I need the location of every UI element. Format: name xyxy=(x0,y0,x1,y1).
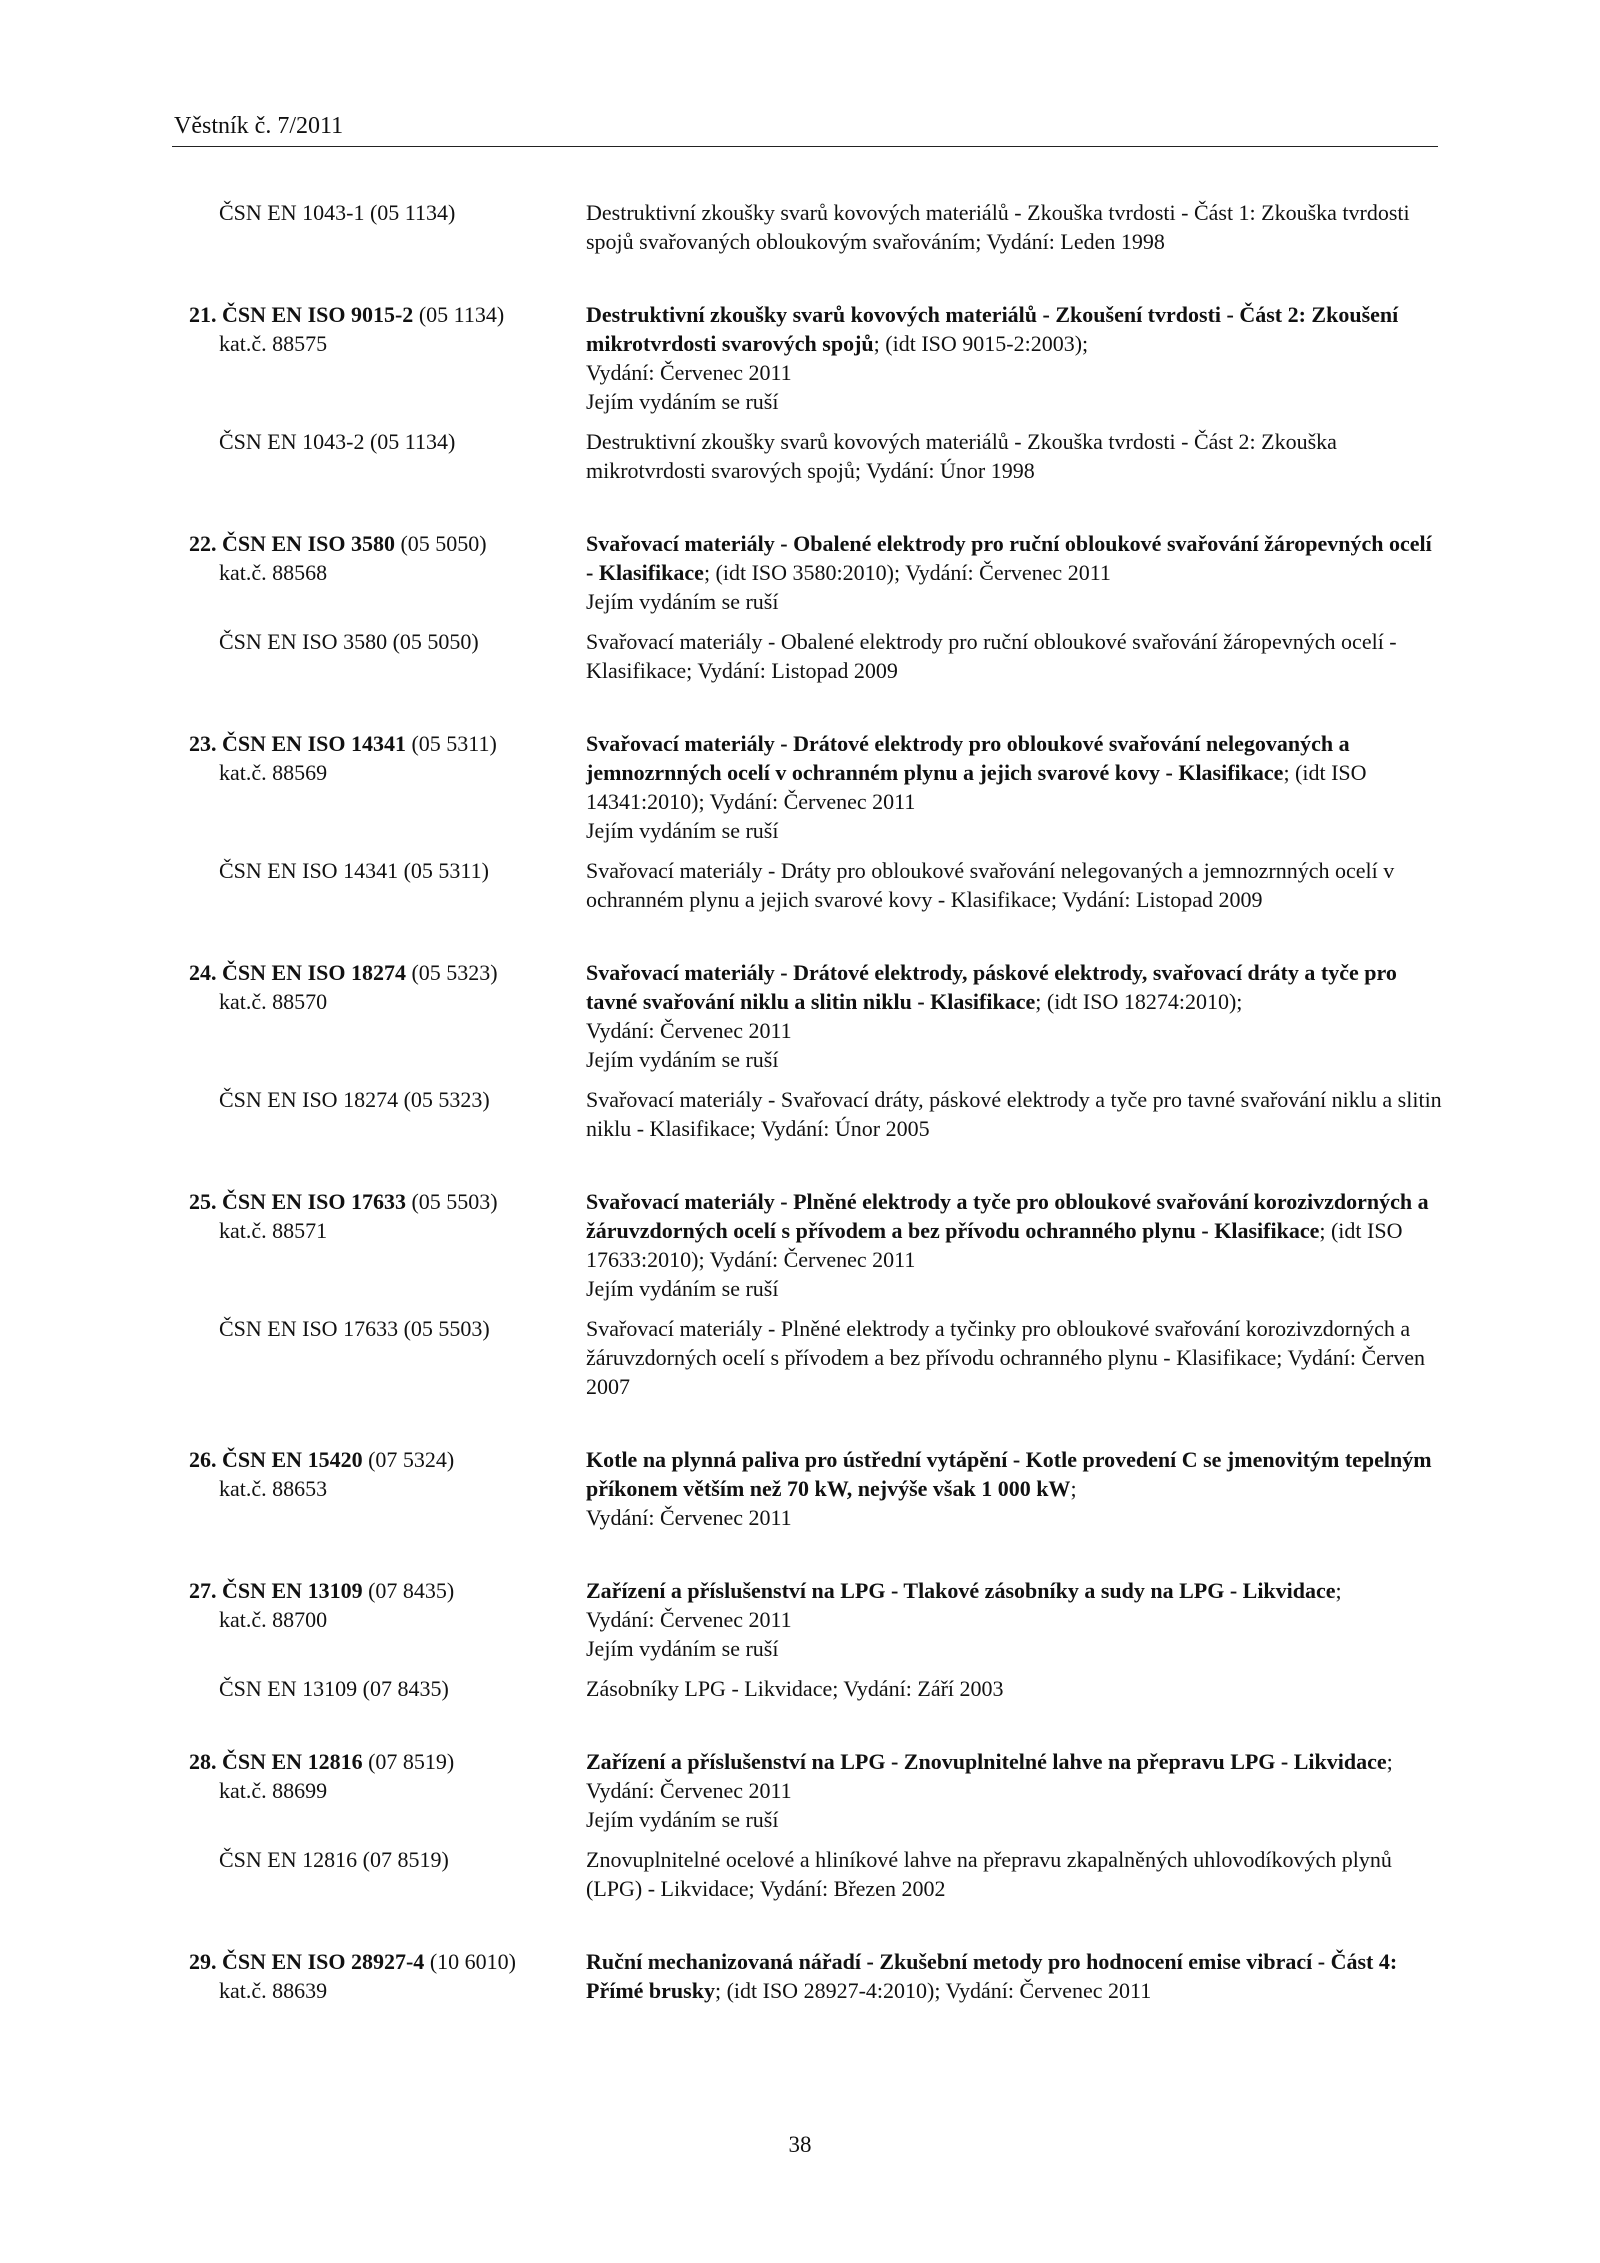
replaced-standard-code: ČSN EN ISO 14341 (05 5311) xyxy=(219,858,489,883)
catalog-number: kat.č. 88568 xyxy=(219,560,328,585)
standard-details: ; Vydání: Červenec 2011 xyxy=(586,1749,1393,1803)
standard-identifier xyxy=(189,1747,586,1834)
standard-details: ; (idt ISO 9015-2:2003); xyxy=(873,331,1089,356)
classification-code: (05 5050) xyxy=(394,531,487,556)
replaced-standard-description: Svařovací materiály - Svařovací dráty, páskové elektrody a tyče pro tavné svařování niklu a slitin niklu - Klasifikace; Vydání: Únor 2005 xyxy=(586,1087,1442,1141)
standard-title: Zařízení a příslušenství na LPG - Znovuplnitelné lahve na přepravu LPG - Likvidace xyxy=(586,1749,1387,1774)
standard-number: 27. ČSN EN 13109 xyxy=(189,1578,363,1603)
classification-code: (05 5503) xyxy=(405,1189,498,1214)
standard-description xyxy=(586,1947,1442,2005)
standard-identifier xyxy=(189,1445,586,1532)
standard-description xyxy=(586,1576,1442,1663)
standard-title: Svařovací materiály - Obalené elektrody pro ruční obloukové svařování žáropevných ocelí - Klasifikace xyxy=(586,531,1432,585)
standard-entry xyxy=(189,198,1449,256)
replaced-standard-description: Znovuplnitelné ocelové a hliníkové lahve na přepravu zkapalněných uhlovodíkových plynů (LPG) - Likvidace; Vydání: Březen 2002 xyxy=(586,1847,1392,1901)
classification-code: (05 5323) xyxy=(405,960,498,985)
replaced-standard-code: ČSN EN ISO 3580 (05 5050) xyxy=(219,629,479,654)
standard-description xyxy=(586,1445,1442,1532)
replaces-note: Jejím vydáním se ruší xyxy=(586,1807,779,1832)
standard-entry xyxy=(189,1445,1449,1532)
replaced-standard-row xyxy=(189,1845,1449,1903)
bulletin-header: Věstník č. 7/2011 xyxy=(174,113,344,139)
standard-number: 21. ČSN EN ISO 9015-2 xyxy=(189,302,414,327)
replaced-standard-description: Svařovací materiály - Dráty pro obloukové svařování nelegovaných a jemnozrnných ocelí v ochranném plynu a jejich svarové kovy - Klasifikace; Vydání: Listopad 2009 xyxy=(586,858,1395,912)
replaced-standard-row xyxy=(189,427,1449,485)
classification-code: (05 1134) xyxy=(413,302,505,327)
catalog-number: kat.č. 88570 xyxy=(219,989,328,1014)
issue-date: Vydání: Červenec 2011 xyxy=(586,360,792,385)
standard-identifier xyxy=(189,958,586,1074)
standard-main-row xyxy=(189,1576,1449,1663)
catalog-number: kat.č. 88653 xyxy=(219,1476,328,1501)
standard-entry xyxy=(189,1576,1449,1703)
classification-code: (07 5324) xyxy=(362,1447,455,1472)
replaced-standard-description: Zásobníky LPG - Likvidace; Vydání: Září 2003 xyxy=(586,1676,1004,1701)
standard-code xyxy=(189,958,586,987)
standard-title: Destruktivní zkoušky svarů kovových materiálů - Zkoušení tvrdosti - Část 2: Zkoušení mikrotvrdosti svarových spojů xyxy=(586,302,1399,356)
standard-main-row xyxy=(189,529,1449,616)
standard-code xyxy=(189,1576,586,1605)
classification-code: (07 8435) xyxy=(362,1578,455,1603)
replaces-note: Jejím vydáním se ruší xyxy=(586,1276,779,1301)
standard-entry xyxy=(189,1187,1449,1401)
description-text xyxy=(586,1947,1442,2005)
standard-code xyxy=(189,1947,586,1976)
standard-code xyxy=(189,529,586,558)
replaced-standard-row xyxy=(189,856,1449,914)
standard-code xyxy=(189,729,586,758)
standard-main-row xyxy=(189,958,1449,1074)
standard-entry xyxy=(189,529,1449,685)
classification-code: (07 8519) xyxy=(362,1749,455,1774)
standard-description xyxy=(586,529,1442,616)
issue-date: Vydání: Červenec 2011 xyxy=(586,1505,792,1530)
standard-title: Zařízení a příslušenství na LPG - Tlakové zásobníky a sudy na LPG - Likvidace xyxy=(586,1578,1336,1603)
standard-details: ; (idt ISO 18274:2010); xyxy=(1035,989,1243,1014)
catalog-number: kat.č. 88569 xyxy=(219,760,328,785)
standard-description xyxy=(586,1747,1442,1834)
replaced-standard-row xyxy=(189,627,1449,685)
description-text xyxy=(586,1576,1442,1605)
replaced-standard-description: Svařovací materiály - Plněné elektrody a tyčinky pro obloukové svařování korozivzdorných a žáruvzdorných ocelí s přívodem a bez přívodu ochranného plynu - Klasifikace; Vydání: Červen 2007 xyxy=(586,1316,1425,1399)
standard-main-row xyxy=(189,1187,1449,1303)
standard-number: 22. ČSN EN ISO 3580 xyxy=(189,531,395,556)
standard-identifier xyxy=(189,1576,586,1663)
standard-main-row xyxy=(189,729,1449,845)
replaces-note: Jejím vydáním se ruší xyxy=(586,589,779,614)
standard-number: 26. ČSN EN 15420 xyxy=(189,1447,363,1472)
replaces-note: Jejím vydáním se ruší xyxy=(586,1636,779,1661)
standard-details: ; (idt ISO 17633:2010); Vydání: Červenec 2011 xyxy=(586,1218,1403,1272)
replaces-note: Jejím vydáním se ruší xyxy=(586,1047,779,1072)
catalog-number: kat.č. 88575 xyxy=(219,331,328,356)
standard-details: ; xyxy=(1070,1476,1077,1501)
issue-date: Vydání: Červenec 2011 xyxy=(586,1018,792,1043)
description-text xyxy=(586,1747,1442,1805)
standard-code xyxy=(189,300,586,329)
replaced-standard-code: ČSN EN 1043-1 (05 1134) xyxy=(219,200,456,225)
standard-title: Svařovací materiály - Plněné elektrody a tyče pro obloukové svařování korozivzdorných a žáruvzdorných ocelí s přívodem a bez přívodu ochranného plynu - Klasifikace xyxy=(586,1189,1429,1243)
header-rule xyxy=(172,146,1438,147)
standards-list xyxy=(189,198,1449,2005)
standard-code xyxy=(189,1187,586,1216)
issue-date: Vydání: Červenec 2011 xyxy=(586,1607,792,1632)
replaced-standard-row xyxy=(189,1085,1449,1143)
standard-title: Ruční mechanizovaná nářadí - Zkušební metody pro hodnocení emise vibrací - Část 4: Přímé brusky xyxy=(586,1949,1398,2003)
classification-code: (05 5311) xyxy=(405,731,497,756)
description-text xyxy=(586,1445,1442,1503)
standard-details: ; xyxy=(1335,1578,1342,1603)
standard-details: ; (idt ISO 28927-4:2010); Vydání: Červenec 2011 xyxy=(714,1978,1152,2003)
catalog-number: kat.č. 88571 xyxy=(219,1218,328,1243)
standard-main-row xyxy=(189,1445,1449,1532)
standard-details: ; (idt ISO 3580:2010); Vydání: Červenec 2011 xyxy=(703,560,1111,585)
standard-identifier xyxy=(189,1187,586,1303)
standard-entry xyxy=(189,1947,1449,2005)
replaced-standard-row xyxy=(189,1314,1449,1401)
catalog-number: kat.č. 88699 xyxy=(219,1778,328,1803)
standard-main-row xyxy=(189,1747,1449,1834)
standard-number: 24. ČSN EN ISO 18274 xyxy=(189,960,406,985)
standard-main-row xyxy=(189,1947,1449,2005)
standard-identifier xyxy=(189,300,586,416)
standard-details: ; (idt ISO 14341:2010); Vydání: Červenec 2011 xyxy=(586,760,1367,814)
standard-identifier xyxy=(189,729,586,845)
standard-number: 23. ČSN EN ISO 14341 xyxy=(189,731,406,756)
replaced-standard-code: ČSN EN ISO 18274 (05 5323) xyxy=(219,1087,490,1112)
standard-identifier xyxy=(189,529,586,616)
standard-description xyxy=(586,1187,1442,1303)
classification-code: (10 6010) xyxy=(424,1949,516,1974)
replaced-standard-description: Destruktivní zkoušky svarů kovových materiálů - Zkouška tvrdosti - Část 1: Zkouška tvrdosti spojů svařovaných obloukovým svařováním; Vydání: Leden 1998 xyxy=(586,200,1410,254)
page-number: 38 xyxy=(788,2132,812,2157)
standard-description xyxy=(586,958,1442,1074)
standard-entry xyxy=(189,300,1449,485)
standard-title: Kotle na plynná paliva pro ústřední vytápění - Kotle provedení C se jmenovitým tepelným příkonem větším než 70 kW, nejvýše však 1 000 kW xyxy=(586,1447,1432,1501)
replaced-standard-description: Destruktivní zkoušky svarů kovových materiálů - Zkouška tvrdosti - Část 2: Zkouška mikrotvrdosti svarových spojů; Vydání: Únor 1998 xyxy=(586,429,1337,483)
standard-entry xyxy=(189,958,1449,1143)
standard-title: Svařovací materiály - Drátové elektrody, páskové elektrody, svařovací dráty a tyče pro tavné svařování niklu a slitin niklu - Klasifikace xyxy=(586,960,1397,1014)
standard-entry xyxy=(189,1747,1449,1903)
description-text xyxy=(586,729,1442,816)
replaced-standard-code: ČSN EN 13109 (07 8435) xyxy=(219,1676,449,1701)
replaced-standard-row xyxy=(189,1674,1449,1703)
replaced-standard-row xyxy=(189,198,1449,256)
standard-description xyxy=(586,729,1442,845)
standard-main-row xyxy=(189,300,1449,416)
standard-number: 25. ČSN EN ISO 17633 xyxy=(189,1189,406,1214)
replaces-note: Jejím vydáním se ruší xyxy=(586,389,779,414)
standard-entry xyxy=(189,729,1449,914)
standard-title: Svařovací materiály - Drátové elektrody pro obloukové svařování nelegovaných a jemnozrnných ocelí v ochranném plynu a jejich svarové kovy - Klasifikace xyxy=(586,731,1350,785)
replaces-note: Jejím vydáním se ruší xyxy=(586,818,779,843)
standard-number: 28. ČSN EN 12816 xyxy=(189,1749,363,1774)
standard-description xyxy=(586,300,1442,416)
standard-code xyxy=(189,1445,586,1474)
description-text xyxy=(586,1187,1442,1274)
description-text xyxy=(586,958,1442,1016)
catalog-number: kat.č. 88700 xyxy=(219,1607,328,1632)
replaced-standard-code: ČSN EN ISO 17633 (05 5503) xyxy=(219,1316,490,1341)
description-text xyxy=(586,300,1442,358)
standard-number: 29. ČSN EN ISO 28927-4 xyxy=(189,1949,425,1974)
replaced-standard-code: ČSN EN 1043-2 (05 1134) xyxy=(219,429,456,454)
standard-code xyxy=(189,1747,586,1776)
catalog-number: kat.č. 88639 xyxy=(219,1978,328,2003)
replaced-standard-code: ČSN EN 12816 (07 8519) xyxy=(219,1847,449,1872)
description-text xyxy=(586,529,1442,587)
replaced-standard-description: Svařovací materiály - Obalené elektrody pro ruční obloukové svařování žáropevných ocelí - Klasifikace; Vydání: Listopad 2009 xyxy=(586,629,1397,683)
standard-identifier xyxy=(189,1947,586,2005)
